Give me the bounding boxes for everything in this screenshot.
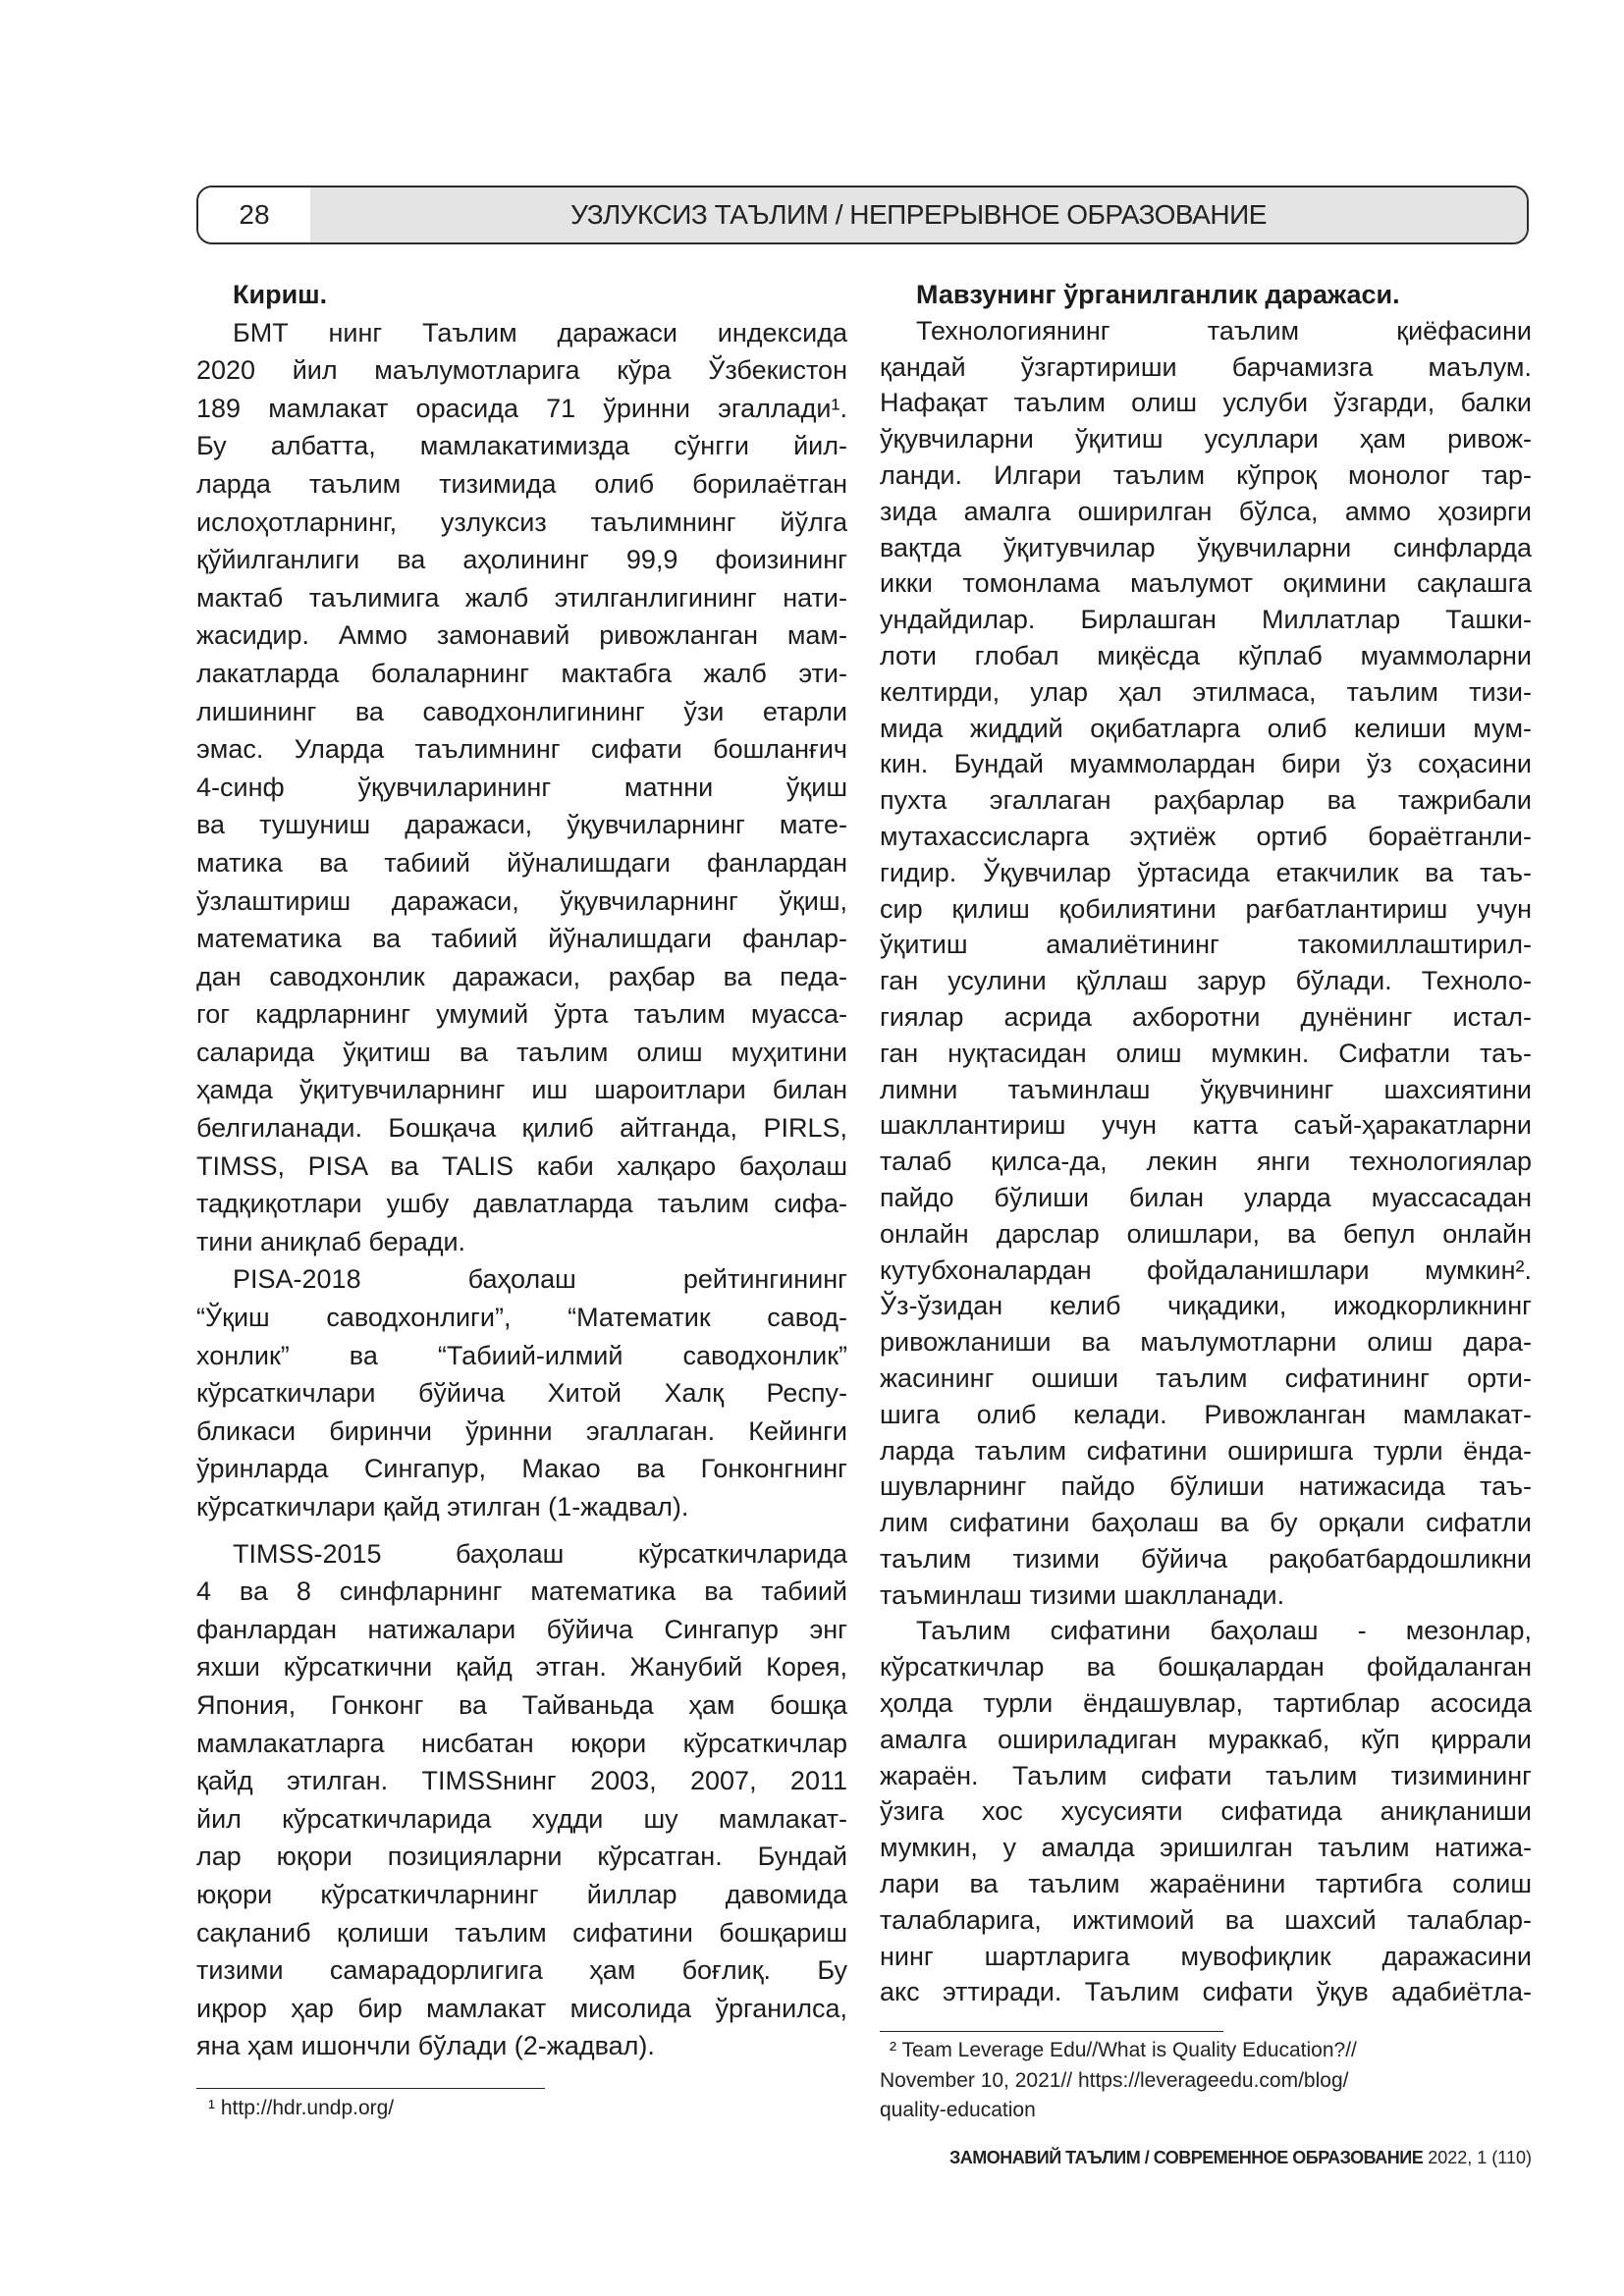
footnote-divider [880,2031,1223,2032]
text-line: юқори кўрсаткичларнинг йиллар давомида [196,1879,847,1909]
text-line: акс эттиради. Таълим сифати ўқув адабиётла- [880,1977,1532,2007]
text-line: белгиланади. Бошқача қилиб айтганда, PIRLS, [196,1113,847,1144]
text-line: эмас. Уларда таълимнинг сифати бошланғич [196,734,847,765]
text-line: математика ва табиий йўналишдаги фанлар- [196,924,847,954]
text-line: кўрсаткичлари қайд этилган (1-жадвал). [196,1492,689,1522]
text-line: таъминлаш тизими шаклланади. [880,1579,1285,1610]
text-line: ларда таълим сифатини оширишга турли ёнда- [880,1435,1532,1466]
text-line: сир қилиш қобилиятини рағбатлантириш учун [880,893,1532,924]
text-line: PISA-2018 баҳолаш рейтингининг [233,1264,847,1295]
text-line: ҳолда турли ёндашувлар, тартиблар асосида [880,1688,1532,1719]
text-line: ган усулини қўллаш зарур бўлади. Техноло- [880,966,1532,996]
text-line: Бу албатта, мамлакатимизда сўнгги йил- [196,431,847,461]
footnote-divider [196,2088,545,2089]
text-line: Таълим сифатини баҳолаш - мезонлар, [916,1616,1532,1646]
issue-number: 2022, 1 (110) [1428,2148,1532,2167]
text-line: лоти глобал миқёсда кўплаб муаммоларни [880,640,1532,670]
paragraph [880,1613,1532,2010]
text-line: нинг шартларига мувофиқлик даражасини [880,1941,1532,1971]
text-line: вақтда ўқитувчилар ўқувчиларни синфларда [880,532,1532,562]
text-line: йил кўрсаткичларида худди шу мамлакат- [196,1803,847,1834]
text-line: ўқитиш амалиётининг такомиллаштирил- [880,930,1532,960]
text-line: шига олиб келади. Ривожланган мамлакат- [880,1399,1532,1429]
left-column [196,276,847,2065]
text-line: икки томонлама маълумот оқимини сақлашга [880,568,1532,599]
text-line: фанлардан натижалари бўйича Сингапур энг [196,1614,847,1644]
text-line: иқрор ҳар бир мамлакат мисолида ўрганилса, [196,1993,847,2023]
journal-name: ЗАМОНАВИЙ ТАЪЛИМ / СОВРЕМЕННОЕ ОБРАЗОВАНИЕ [948,2148,1424,2167]
text-line: талабларига, ижтимоий ва шахсий талаблар- [880,1904,1532,1935]
text-line: қайд этилган. TIMSSнинг 2003, 2007, 2011 [196,1766,847,1796]
footnote-line: November 10, 2021// https://leverageedu.com/blog/ [880,2068,1349,2092]
text-line: яхши кўрсаткични қайд этган. Жанубий Корея, [196,1652,847,1682]
footnote-link[interactable]: http://hdr.undp.org/ [220,2097,395,2119]
text-line: лари ва таълим жараёнини тартибга солиш [880,1869,1532,1899]
section-heading-literature: Мавзунинг ўрганилганлик даражаси. [916,280,1400,309]
text-line: яна ҳам ишончли бўлади (2-жадвал). [196,2031,655,2061]
text-line: кутубхоналардан фойдаланишлари мумкин². [880,1255,1532,1285]
text-line: шувларнинг пайдо бўлиши натижасида таъ- [880,1471,1532,1502]
text-line: лимни таъминлаш ўқувчининг шахсиятини [880,1074,1532,1104]
footnote-2 [880,2036,1532,2126]
text-line: лишининг ва саводхонлигининг ўзи етарли [196,696,847,726]
text-line: TIMSS, PISA ва TALIS каби халқаро баҳолаш [196,1150,847,1181]
text-line: ланди. Илгари таълим кўпроқ монолог тар- [880,459,1532,490]
text-line: бликаси биринчи ўринни эгаллаган. Кейинги [196,1415,847,1446]
text-line: зида амалга оширилган бўлса, аммо ҳозирги [880,496,1532,526]
text-line: лар юқори позицияларни кўрсатган. Бундай [196,1842,847,1872]
text-line: жараён. Таълим сифати таълим тизимининг [880,1760,1532,1790]
text-line: тадқиқотлари ушбу давлатларда таълим сифа- [196,1189,847,1219]
text-line: жасининг ошиши таълим сифатининг орти- [880,1362,1532,1393]
text-line: таълим тизими бўйича рақобатбардошликни [880,1543,1532,1574]
text-line: мутахассисларга эҳтиёж ортиб бораётганли- [880,821,1532,851]
text-line: пухта эгаллаган раҳбарлар ва тажрибали [880,785,1532,816]
text-line: Ўз-ўзидан келиб чиқадики, ижодкорликнинг [880,1291,1532,1321]
text-line: келтирди, улар ҳал этилмаса, таълим тизи- [880,676,1532,707]
text-line: мактаб таълимига жалб этилганлигининг нати- [196,582,847,613]
section-heading-introduction: Кириш. [233,280,328,309]
text-line: ўзлаштириш даражаси, ўқувчиларнинг ўқиш, [196,885,847,916]
text-line: қандай ўзгартириши барчамизга маълум. [880,351,1532,382]
text-line: мумкин, у амалда эришилган таълим натижа- [880,1833,1532,1863]
paragraph [880,313,1532,1614]
journal-section-title: УЗЛУКСИЗ ТАЪЛИМ / НЕПРЕРЫВНОЕ ОБРАЗОВАНИЕ [310,187,1527,242]
text-line: кин. Бундай муаммолардан бири ўз соҳасини [880,749,1532,779]
text-line: ўқувчиларни ўқитиш усуллари ҳам ривож- [880,424,1532,454]
text-line: ўринларда Сингапур, Макао ва Гонконгнинг [196,1454,847,1484]
text-line: ҳамда ўқитувчиларнинг иш шароитлари билан [196,1075,847,1105]
footnote-line [880,2036,1532,2066]
text-line: тизими самарадорлигига ҳам боғлиқ. Бу [196,1955,847,1986]
text-line: “Ўқиш саводхонлиги”, “Математик савод- [196,1303,847,1333]
text-line: ва тушуниш даражаси, ўқувчиларнинг мате- [196,810,847,840]
text-line: лакатларда болаларнинг мактабга жалб эти- [196,658,847,688]
text-line: жасидир. Аммо замонавий ривожланган мам- [196,620,847,651]
text-line: ривожланиши ва маълумотларни олиш дара- [880,1327,1532,1358]
text-line: амалга ошириладиган мураккаб, кўп қиррали [880,1724,1532,1754]
text-line: мамлакатларга нисбатан юқори кўрсаткичлар [196,1728,847,1758]
paragraph [196,1535,847,2065]
text-line: ларда таълим тизимида олиб борилаётган [196,468,847,499]
footnote-1 [208,2094,394,2124]
text-line: ислоҳотларнинг, узлуксиз таълимнинг йўлга [196,507,847,537]
text-line: хонлик” ва “Табиий-илмий саводхонлик” [196,1340,847,1370]
text-line: TIMSS-2015 баҳолаш кўрсаткичларида [233,1538,847,1569]
text-line: қўйилганлиги ва аҳолининг 99,9 фоизининг [196,545,847,575]
footnote-text: Team Leverage Edu//What is Quality Education?// [901,2039,1357,2061]
text-line: сақланиб қолиши таълим сифатини бошқариш [196,1917,847,1948]
text-line: онлайн дарслар олишлари, ва бепул онлайн [880,1218,1532,1249]
text-line: Нафақат таълим олиш услуби ўзгарди, балки [880,388,1532,418]
text-line: тини аниқлаб беради. [196,1226,466,1256]
text-line: мида жиддий оқибатларга олиб келиши мум- [880,713,1532,743]
page-number: 28 [198,187,310,242]
footnote-marker: ² [890,2039,896,2061]
text-line: гидир. Ўқувчилар ўртасида етакчилик ва таъ- [880,857,1532,887]
journal-footer [949,2146,1532,2169]
text-line: кўрсаткичлари бўйича Хитой Халқ Респу- [196,1378,847,1409]
text-line: шакллантириш учун катта саъй-ҳаракатларни [880,1110,1532,1141]
text-line: 4 ва 8 синфларнинг математика ва табиий [196,1576,847,1607]
footnote-line: quality-education [880,2099,1036,2121]
text-line: Технологиянинг таълим қиёфасини [916,315,1532,346]
text-line: лим сифатини баҳолаш ва бу орқали сифатли [880,1508,1532,1538]
text-line: саларида ўқитиш ва таълим олиш муҳитини [196,1037,847,1067]
text-line: 2020 йил маълумотларига кўра Ўзбекистон [196,355,847,386]
text-line: дан саводхонлик даражаси, раҳбар ва педа- [196,961,847,991]
footnote-marker: ¹ [208,2097,215,2119]
text-line: талаб қилса-да, лекин янги технологиялар [880,1147,1532,1177]
text-line: ундайдилар. Бирлашган Миллатлар Ташки- [880,605,1532,635]
text-line: пайдо бўлиши билан уларда муассасадан [880,1182,1532,1212]
text-line: 4-синф ўқувчиларининг матнни ўқиш [196,772,847,802]
text-line: ўзига хос хусусияти сифатида аниқланиши [880,1796,1532,1827]
running-header [196,186,1529,244]
text-line: Япония, Гонконг ва Тайваньда ҳам бошқа [196,1689,847,1720]
text-line: гог кадрларнинг умумий ўрта таълим муасса- [196,999,847,1030]
text-line: БМТ нинг Таълим даражаси индексида [233,317,847,347]
paragraph [196,1260,847,1525]
paragraph [196,314,847,1261]
text-line: 189 мамлакат орасида 71 ўринни эгаллади¹. [196,393,847,423]
right-column [880,277,1532,2010]
text-line: матика ва табиий йўналишдаги фанлардан [196,847,847,878]
text-line: гиялар асрида ахборотни дунёнинг истал- [880,1001,1532,1032]
text-line: ган нуқтасидан олиш мумкин. Сифатли таъ- [880,1038,1532,1068]
text-line: кўрсаткичлар ва бошқалардан фойдаланган [880,1652,1532,1682]
